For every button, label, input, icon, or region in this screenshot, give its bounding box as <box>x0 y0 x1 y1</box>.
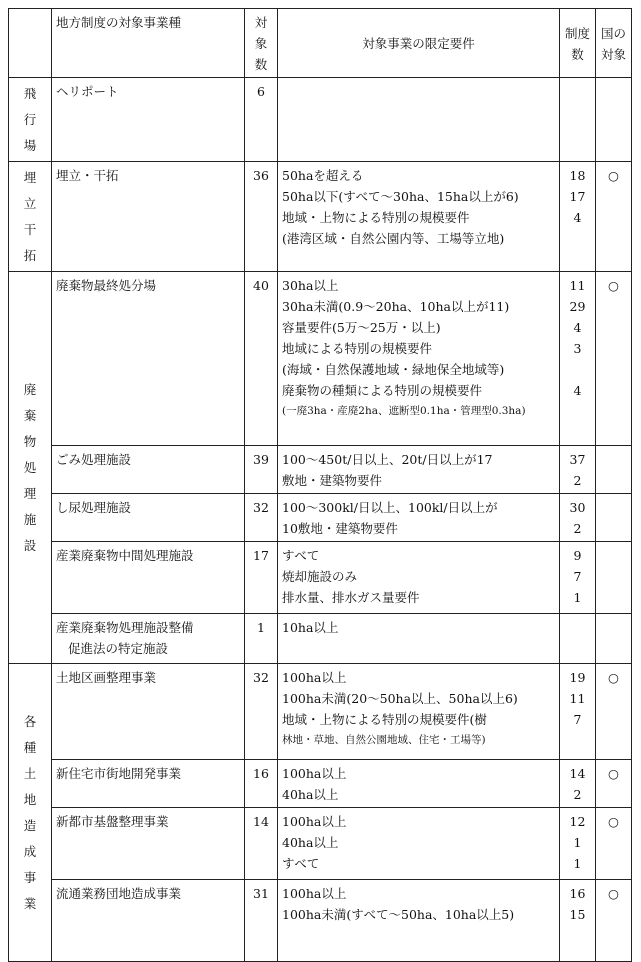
category-char: 事 <box>23 870 37 885</box>
category-char: 理 <box>23 486 37 501</box>
national-cell <box>596 494 632 542</box>
cell-line: 4 <box>573 320 582 335</box>
cell-line: 100ha以上 <box>282 766 347 781</box>
national-cell <box>596 78 632 162</box>
category-char: 物 <box>23 434 37 449</box>
category-cell <box>9 162 52 272</box>
category-char: 業 <box>23 896 37 911</box>
cell-line: (一廃3ha・産廃2ha、遮断型0.1ha・管理型0.3ha) <box>282 405 526 417</box>
requirements-cell <box>278 760 560 808</box>
requirements-cell <box>278 664 560 760</box>
header-name-cell: 地方制度の対象事業種 <box>52 9 245 78</box>
national-cell <box>596 614 632 664</box>
systems-cell <box>560 494 596 542</box>
requirements-cell <box>278 272 560 446</box>
requirements-cell <box>278 446 560 494</box>
national-cell: ○ <box>596 162 632 272</box>
systems-cell <box>560 446 596 494</box>
cell-line: 30ha未満(0.9〜20ha、10ha以上が11) <box>282 299 510 314</box>
cell-line: 焼却施設のみ <box>282 569 358 584</box>
facility-name-cell <box>52 808 245 880</box>
category-char: 行 <box>23 112 37 127</box>
cell-line: 3 <box>573 341 582 356</box>
count-cell: 14 <box>245 808 278 880</box>
count-cell: 1 <box>245 614 278 664</box>
facility-name-line: 埋立・干拓 <box>56 168 119 183</box>
national-cell: ○ <box>596 880 632 962</box>
national-cell: ○ <box>596 272 632 446</box>
header-national-cell: 国の対象 <box>596 9 632 78</box>
national-cell: ○ <box>596 808 632 880</box>
national-cell <box>596 542 632 614</box>
cell-line: 29 <box>569 299 586 314</box>
cell-line: 11 <box>569 278 586 293</box>
facility-name-cell <box>52 760 245 808</box>
category-char: 場 <box>23 138 37 153</box>
facility-name-line: 産業廃棄物処理施設整備 <box>56 620 194 635</box>
systems-cell <box>560 614 596 664</box>
table-row <box>9 760 632 808</box>
cell-line: 地域・上物による特別の規模要件 <box>282 210 470 225</box>
cell-line: 100ha未満(すべて〜50ha、10ha以上5) <box>282 907 515 922</box>
header-requirements-cell: 対象事業の限定要件 <box>278 9 560 78</box>
category-char: 飛 <box>23 86 37 101</box>
cell-line: 地域による特別の規模要件 <box>282 341 433 356</box>
cell-line: 廃棄物の種類による特別の規模要件 <box>282 383 483 398</box>
facility-name-line: ごみ処理施設 <box>56 452 132 467</box>
cell-line: 地域・上物による特別の規模要件(樹 <box>282 712 487 727</box>
cell-line: 2 <box>573 521 582 536</box>
category-cell <box>9 664 52 962</box>
category-char: 土 <box>23 766 37 781</box>
count-cell: 31 <box>245 880 278 962</box>
category-cell <box>9 272 52 664</box>
table-row <box>9 494 632 542</box>
header-systems-cell: 制度数 <box>560 9 596 78</box>
cell-line: 15 <box>569 907 586 922</box>
systems-cell <box>560 542 596 614</box>
cell-line: 1 <box>573 856 582 871</box>
systems-cell <box>560 664 596 760</box>
requirements-cell <box>278 494 560 542</box>
cell-line: 37 <box>569 452 586 467</box>
category-char: 埋 <box>23 170 37 185</box>
cell-line: すべて <box>282 548 320 563</box>
category-char: 設 <box>23 538 37 553</box>
national-cell <box>596 446 632 494</box>
category-cell <box>9 78 52 162</box>
systems-cell <box>560 808 596 880</box>
cell-line: 11 <box>569 691 586 706</box>
cell-line: 100〜300kl/日以上、100kl/日以上が <box>282 500 498 515</box>
cell-line: 4 <box>573 210 582 225</box>
count-cell: 32 <box>245 494 278 542</box>
category-char: 拓 <box>23 248 37 263</box>
facility-name-line: 土地区画整理事業 <box>56 670 157 685</box>
facility-name-cell <box>52 494 245 542</box>
systems-cell <box>560 272 596 446</box>
count-cell: 17 <box>245 542 278 614</box>
cell-line: 40ha以上 <box>282 787 339 802</box>
cell-line: 30ha以上 <box>282 278 339 293</box>
facility-name-line: 産業廃棄物中間処理施設 <box>56 548 194 563</box>
table-row <box>9 162 632 272</box>
facility-name-cell <box>52 162 245 272</box>
cell-line: 7 <box>573 569 582 584</box>
cell-line: 12 <box>569 814 586 829</box>
category-char: 施 <box>23 512 37 527</box>
cell-line: 2 <box>573 787 582 802</box>
category-char: 棄 <box>23 408 37 423</box>
table-row <box>9 78 632 162</box>
cell-line: 2 <box>573 473 582 488</box>
facility-name-cell <box>52 446 245 494</box>
facility-name-cell <box>52 272 245 446</box>
cell-line: 19 <box>569 670 586 685</box>
cell-line: (港湾区域・自然公園内等、工場等立地) <box>282 231 505 246</box>
cell-line: 9 <box>573 548 582 563</box>
cell-line: 敷地・建築物要件 <box>282 473 383 488</box>
facility-name-line: 新都市基盤整理事業 <box>56 814 169 829</box>
cell-line: 4 <box>573 383 582 398</box>
cell-line: 100〜450t/日以上、20t/日以上が17 <box>282 452 493 467</box>
regulation-table <box>8 8 632 962</box>
cell-line: 100ha未満(20〜50ha以上、50ha以上6) <box>282 691 518 706</box>
cell-line: 7 <box>573 712 582 727</box>
count-cell: 40 <box>245 272 278 446</box>
category-char: 干 <box>23 222 37 237</box>
systems-cell <box>560 760 596 808</box>
facility-name-cell <box>52 78 245 162</box>
requirements-cell <box>278 162 560 272</box>
cell-line: 容量要件(5万〜25万・以上) <box>282 320 441 335</box>
systems-cell <box>560 880 596 962</box>
requirements-cell <box>278 808 560 880</box>
requirements-cell <box>278 78 560 162</box>
cell-line: 18 <box>569 168 586 183</box>
facility-name-line: ヘリポート <box>56 84 119 99</box>
cell-line: (海域・自然保護地域・緑地保全地域等) <box>282 362 505 377</box>
category-char: 種 <box>23 740 37 755</box>
count-cell: 16 <box>245 760 278 808</box>
facility-name-line: 新住宅市街地開発事業 <box>56 766 182 781</box>
facility-name-cell <box>52 880 245 962</box>
category-char: 造 <box>23 818 37 833</box>
cell-line: 林地・草地、自然公園地域、住宅・工場等) <box>282 734 486 746</box>
category-char: 廃 <box>23 382 37 397</box>
category-char: 地 <box>23 792 37 807</box>
table-row <box>9 542 632 614</box>
requirements-cell <box>278 542 560 614</box>
table-row <box>9 664 632 760</box>
cell-line: 100ha以上 <box>282 814 347 829</box>
header-count-cell: 対象数 <box>245 9 278 78</box>
national-cell: ○ <box>596 760 632 808</box>
category-char: 立 <box>23 196 37 211</box>
cell-line: 1 <box>573 590 582 605</box>
cell-line: 50haを超える <box>282 168 364 183</box>
cell-line: 排水量、排水ガス量要件 <box>282 590 420 605</box>
facility-name-cell <box>52 664 245 760</box>
count-cell: 6 <box>245 78 278 162</box>
cell-line: 17 <box>569 189 586 204</box>
cell-line: すべて <box>282 856 320 871</box>
facility-name-cell <box>52 614 245 664</box>
facility-name-cell <box>52 542 245 614</box>
cell-line: 10ha以上 <box>282 620 339 635</box>
cell-line: 1 <box>573 835 582 850</box>
systems-cell <box>560 162 596 272</box>
cell-line: 16 <box>569 886 586 901</box>
systems-cell <box>560 78 596 162</box>
table-row <box>9 446 632 494</box>
category-char: 各 <box>23 714 37 729</box>
cell-line: 10敷地・建築物要件 <box>282 521 398 536</box>
facility-name-line: 廃棄物最終処分場 <box>56 278 157 293</box>
count-cell: 32 <box>245 664 278 760</box>
table-row <box>9 808 632 880</box>
cell-line: 100ha以上 <box>282 670 347 685</box>
national-cell: ○ <box>596 664 632 760</box>
cell-line: 30 <box>569 500 586 515</box>
requirements-cell <box>278 880 560 962</box>
cell-line: 100ha以上 <box>282 886 347 901</box>
table-row <box>9 272 632 446</box>
facility-name-line: し尿処理施設 <box>56 500 132 515</box>
header-row <box>9 9 632 78</box>
cell-line: 50ha以下(すべて〜30ha、15ha以上が6) <box>282 189 519 204</box>
cell-line: 14 <box>569 766 586 781</box>
cell-line: 40ha以上 <box>282 835 339 850</box>
requirements-cell <box>278 614 560 664</box>
facility-name-line: 促進法の特定施設 <box>68 641 169 656</box>
count-cell: 36 <box>245 162 278 272</box>
category-char: 処 <box>23 460 37 475</box>
facility-name-line: 流通業務団地造成事業 <box>56 886 182 901</box>
category-char: 成 <box>23 844 37 859</box>
table-row <box>9 614 632 664</box>
table-row <box>9 880 632 962</box>
count-cell: 39 <box>245 446 278 494</box>
header-category-cell <box>9 9 52 78</box>
